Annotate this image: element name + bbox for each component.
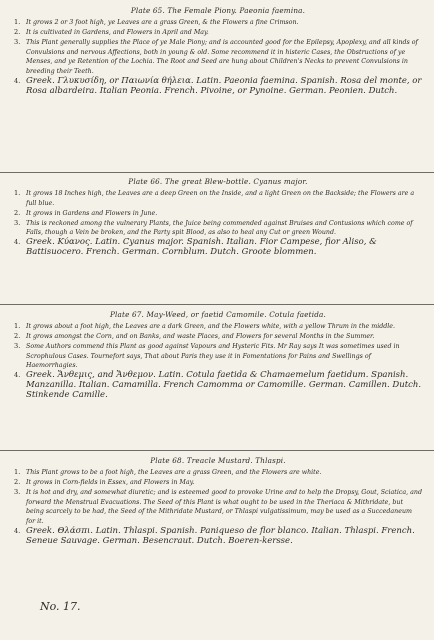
item-number: 2. (14, 332, 21, 341)
item-number: 3. (14, 218, 21, 227)
divider (0, 304, 434, 305)
plate-item (14, 468, 422, 478)
plate-item (14, 238, 422, 257)
plate-item (14, 38, 422, 76)
page-number: No. 17. (40, 600, 81, 613)
item-text: Greek. Κύανος. Latin. Cyanus major. Spanish. Italian. Fior Campese, fior Aliso, & Battisuocero. French. German. Cornblum. Dutch. Groote blommen. (26, 237, 377, 258)
plate-item (14, 219, 422, 238)
plate-item (14, 322, 422, 332)
item-number: 1. (14, 322, 21, 330)
plate-item (14, 527, 422, 546)
item-text: It grows amongst the Corn, and on Banks, and waste Places, and Flowers for several Months in the Summer. (26, 333, 375, 341)
item-text: It grows in Gardens and Flowers in June. (26, 209, 158, 217)
item-text: This Plant generally supplies the Place of ye Male Piony; and is accounted good for the Epilepsy, Apoplexy, and all kinds of Convulsions and nervous Affections, both in young & old. Some recommend it in histeric Cases, the Obstructions of ye Menses, and ye Retention of the Lochia. The Root and Seed are hung about Children's Necks to prevent Convulsions in breeding their Teeth. (26, 39, 418, 75)
item-text: It grows 18 Inches high, the Leaves are a deep Green on the Inside, and a light Green on the Backside; the Flowers are a full blue. (26, 190, 415, 207)
item-number: 3. (14, 342, 21, 351)
item-number: 4. (14, 77, 21, 86)
plate-item (14, 77, 422, 96)
item-text: Greek. Θλάσπι. Latin. Thlaspi. Spanish. Paniqueso de flor blanco. Italian. Thlaspi. French. Seneue Sauvage. German. Besencraut. Dutch. Boeren-kersse. (26, 526, 415, 546)
plate-item (14, 342, 422, 371)
plate-item (14, 371, 422, 400)
item-text: It grows about a foot high, the Leaves are a dark Green, and the Flowers white, with a yellow Thrum in the middle. (26, 323, 396, 330)
divider (0, 450, 434, 451)
item-text: This is reckoned among the vulnerary Plants, the Juice being commended against Bruises and Contusions which come of Falls, though a Vein be broken, and the Party spit Blood, as also to heal any Cut or green Wound. (26, 219, 413, 237)
plate-item (14, 209, 422, 219)
item-text: It grows 2 or 3 foot high, ye Leaves are a grass Green, & the Flowers a fine Crimson. (26, 19, 299, 26)
item-number: 2. (14, 28, 21, 37)
item-text: Greek. Ἄνθεμις, and Ἄνθεμον. Latin. Cotula faetida & Chamaemelum faetidum. Spanish. Manzanilla. Italian. Camamilla. French Camomma or Camomille. German. Camillen. Dutch. Stinkende Camille. (26, 370, 422, 400)
item-text: It is cultivated in Gardens, and Flowers in April and May. (26, 29, 209, 37)
item-text: It is hot and dry, and somewhat diuretic; and is esteemed good to provoke Urine and to help the Dropsy, Gout, Sciatica, and forward the Menstrual Evacuations. The Seed of this Plant is what ought to be used in the Theriaca & Mithridate, but being scarcely to be had, the Seed of the Mithridate Mustard, or Thlaspi vulgatissimum, may be used as a Succedaneum for it. (26, 489, 422, 525)
item-number: 1. (14, 18, 21, 26)
plate-item (14, 488, 422, 526)
item-number: 3. (14, 38, 21, 47)
divider (0, 172, 434, 173)
item-text: Some Authors commend this Plant as good against Vapours and Hysteric Fits. Mr Ray says It was sometimes used in Scrophulous Cases. Tournefort says, That about Paris they use it in Fomentations for Pains and Swellings of Haemorrhagies. (26, 343, 400, 370)
item-number: 1. (14, 189, 21, 197)
plate-item (14, 332, 422, 342)
item-number: 2. (14, 478, 21, 487)
plate-item (14, 18, 422, 28)
item-number: 1. (14, 468, 21, 476)
plate-66 (14, 177, 422, 258)
plate-title: Plate 68. Treacle Mustard. Thlaspi. (150, 456, 286, 465)
plate-65 (14, 6, 422, 97)
item-number: 4. (14, 238, 21, 247)
item-number: 4. (14, 527, 21, 536)
plate-title: Plate 67. May-Weed, or faetid Camomile. Cotula faetida. (109, 310, 327, 319)
plate-item (14, 28, 422, 38)
item-number: 2. (14, 208, 21, 217)
item-number: 4. (14, 371, 21, 380)
item-text: It grows in Corn-fields in Essex, and Flowers in May. (26, 479, 195, 487)
plate-title: Plate 65. The Female Piony. Paeonia faemina. (130, 6, 306, 15)
plate-title: Plate 66. The great Blew-bottle. Cyanus major. (128, 177, 308, 186)
plate-67 (14, 310, 422, 401)
plate-item (14, 189, 422, 208)
item-text: Greek. Γλυκυσίδη, or Παιωνία θήλεια. Latin. Paeonia faemina. Spanish. Rosa del monte, or Rosa albardeira. Italian Peonia. French. Pivoine, or Pynoine. German. Peonien. Dutch. (26, 76, 422, 96)
item-number: 3. (14, 488, 21, 497)
plate-68 (14, 456, 422, 547)
item-text: This Plant grows to be a foot high, the Leaves are a grass Green, and the Flowers are white. (26, 469, 322, 476)
plate-item (14, 478, 422, 488)
